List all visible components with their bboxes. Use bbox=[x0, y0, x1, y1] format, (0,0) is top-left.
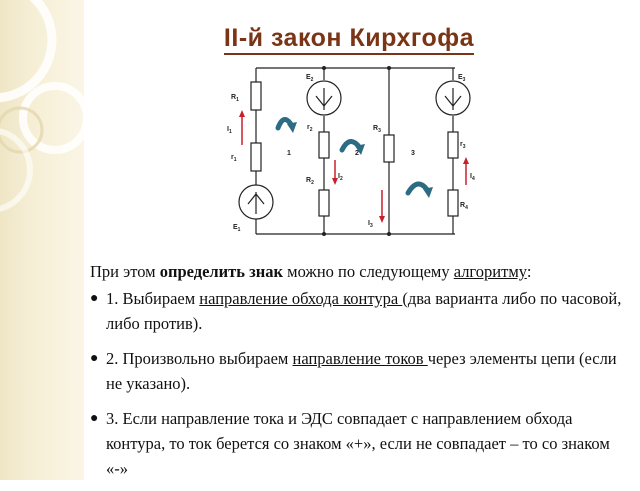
intro-middle: можно по следующему bbox=[283, 262, 454, 281]
label-e3: $E_3$ bbox=[458, 74, 466, 83]
bullet-icon: ● bbox=[90, 291, 99, 306]
label-i4: $I_4$ bbox=[470, 173, 475, 182]
decorative-circles bbox=[0, 0, 90, 480]
circuit-diagram bbox=[220, 60, 490, 240]
label-r1: $R_1$ bbox=[231, 94, 239, 103]
resistor-internal-r2 bbox=[319, 132, 329, 158]
step-text: (два варианта либо по часовой, либо против). bbox=[106, 289, 622, 333]
loop-direction-2-arrow bbox=[342, 141, 365, 155]
step-text: 3. Если направление тока и ЭДС совпадает с направлением обхода контура, то ток берется со знаком «+», если не совпадает – то со знаком «-» bbox=[106, 409, 610, 478]
intro-prefix: При этом bbox=[90, 262, 160, 281]
step-text: 2. Произвольно выбираем bbox=[106, 349, 293, 368]
source-e2-icon bbox=[307, 81, 341, 115]
label-i2: $I_2$ bbox=[338, 173, 343, 182]
step-link[interactable]: направление токов bbox=[292, 349, 428, 368]
label-r4: $R_4$ bbox=[460, 202, 468, 211]
current-i1-arrow bbox=[239, 110, 245, 145]
bullet-icon: ● bbox=[90, 351, 99, 366]
label-r3: $R_3$ bbox=[373, 125, 381, 134]
label-e1: $E_1$ bbox=[233, 224, 241, 233]
step-text: через элементы цепи (если не указано). bbox=[106, 349, 617, 393]
resistor-r1 bbox=[251, 82, 261, 110]
loop-direction-3-arrow bbox=[408, 184, 433, 198]
resistor-r4 bbox=[448, 190, 458, 216]
algorithm-link[interactable]: алгоритму bbox=[453, 262, 527, 281]
steps-list bbox=[88, 286, 628, 491]
step-text: 1. Выбираем bbox=[106, 289, 200, 308]
label-internal-r1: $r_1$ bbox=[231, 154, 237, 163]
label-loop-2: 2 bbox=[355, 150, 359, 157]
list-item bbox=[88, 346, 628, 396]
resistor-internal-r3 bbox=[448, 132, 458, 158]
label-r2: $R_2$ bbox=[306, 177, 314, 186]
intro-paragraph bbox=[90, 262, 531, 282]
label-i3: $I_3$ bbox=[368, 220, 373, 229]
bullet-icon: ● bbox=[90, 411, 99, 426]
current-i4-arrow bbox=[463, 157, 469, 185]
current-i3-arrow bbox=[379, 190, 385, 223]
loop-direction-1-arrow bbox=[278, 119, 297, 133]
label-internal-r3: $r_3$ bbox=[460, 141, 466, 150]
label-e2: $E_2$ bbox=[306, 74, 314, 83]
label-loop-1: 1 bbox=[287, 150, 291, 157]
label-internal-r2: $r_2$ bbox=[307, 124, 313, 133]
source-e3-icon bbox=[436, 81, 470, 115]
slide-title bbox=[0, 24, 640, 53]
step-link[interactable]: направление обхода контура bbox=[199, 289, 403, 308]
list-item bbox=[88, 406, 628, 481]
list-item bbox=[88, 286, 628, 336]
label-loop-3: 3 bbox=[411, 150, 415, 157]
intro-bold: определить знак bbox=[159, 262, 284, 281]
label-i1: $I_1$ bbox=[227, 126, 232, 135]
resistor-internal-r1 bbox=[251, 143, 261, 171]
slide-title-text: II-й закон Кирхгофа bbox=[224, 24, 474, 55]
intro-suffix: : bbox=[526, 262, 532, 281]
source-e1-icon bbox=[239, 185, 273, 219]
resistor-r3 bbox=[384, 135, 394, 162]
resistor-r2 bbox=[319, 190, 329, 216]
